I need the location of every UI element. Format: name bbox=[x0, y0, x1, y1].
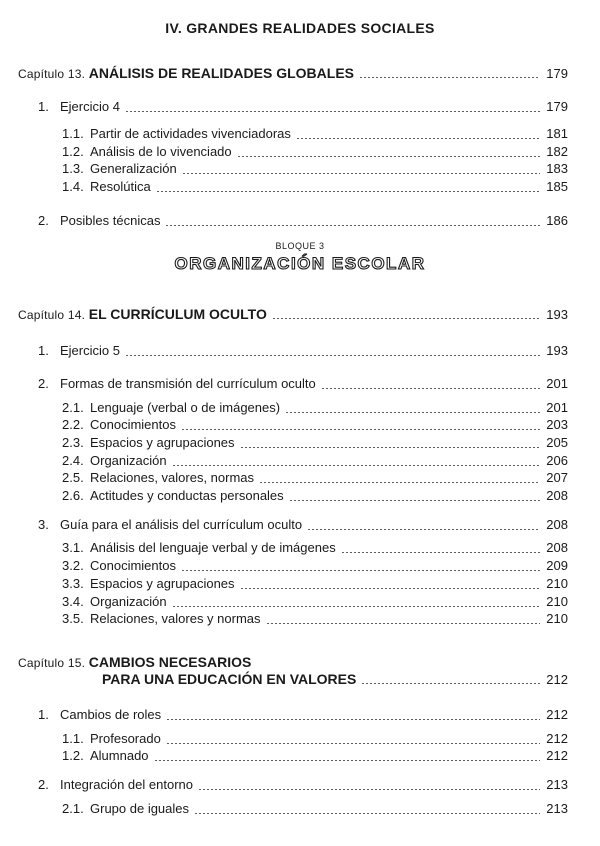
dot-leader bbox=[125, 111, 540, 112]
toc-entry[interactable] bbox=[62, 126, 568, 142]
page-number: 203 bbox=[546, 417, 568, 432]
chapter-14-entry[interactable] bbox=[18, 306, 568, 322]
toc-entry[interactable] bbox=[62, 179, 568, 195]
dot-leader bbox=[166, 743, 540, 744]
page-number: 212 bbox=[546, 707, 568, 722]
bloque-label: BLOQUE 3 bbox=[275, 241, 325, 251]
page-number: 212 bbox=[546, 731, 568, 746]
dot-leader bbox=[237, 156, 540, 157]
section-number: 3.3. bbox=[62, 576, 84, 591]
dot-leader bbox=[359, 77, 540, 78]
page-number: 210 bbox=[546, 594, 568, 609]
page-number: 179 bbox=[546, 66, 568, 81]
dot-leader bbox=[266, 623, 540, 624]
section-title: Posibles técnicas bbox=[60, 213, 161, 228]
section-number: 1.2. bbox=[62, 144, 84, 159]
chapter-title: EL CURRÍCULUM OCULTO bbox=[88, 306, 267, 322]
toc-entry[interactable] bbox=[62, 594, 568, 610]
section-number: 3.2. bbox=[62, 558, 84, 573]
dot-leader bbox=[156, 191, 540, 192]
section-number: 3.1. bbox=[62, 540, 84, 555]
page-number: 208 bbox=[546, 517, 568, 532]
dot-leader bbox=[165, 225, 540, 226]
section-number: 1.2. bbox=[62, 748, 84, 763]
dot-leader bbox=[172, 465, 540, 466]
section-title: Guía para el análisis del currículum oculto bbox=[60, 517, 303, 532]
toc-entry[interactable] bbox=[62, 731, 568, 747]
toc-entry[interactable] bbox=[62, 540, 568, 556]
dot-leader bbox=[125, 355, 540, 356]
dot-leader bbox=[154, 760, 540, 761]
page-number: 193 bbox=[546, 307, 568, 322]
section-number: 1.4. bbox=[62, 179, 84, 194]
dot-leader bbox=[361, 683, 540, 684]
section-title: Generalización bbox=[90, 161, 177, 176]
dot-leader bbox=[259, 482, 540, 483]
dot-leader bbox=[182, 173, 540, 174]
section-title: Análisis de lo vivenciado bbox=[90, 144, 232, 159]
page-number: 213 bbox=[546, 777, 568, 792]
page-number: 210 bbox=[546, 611, 568, 626]
dot-leader bbox=[240, 588, 540, 589]
chapter-title-line2: PARA UNA EDUCACIÓN EN VALORES bbox=[102, 671, 357, 687]
section-number: 1. bbox=[38, 343, 49, 358]
section-title: Alumnado bbox=[90, 748, 149, 763]
dot-leader bbox=[240, 447, 540, 448]
section-title: Organización bbox=[90, 594, 167, 609]
section-number: 2.5. bbox=[62, 470, 84, 485]
toc-entry[interactable] bbox=[62, 417, 568, 433]
page-number: 201 bbox=[546, 376, 568, 391]
page-number: 212 bbox=[546, 672, 568, 687]
toc-entry[interactable] bbox=[62, 801, 568, 817]
toc-entry[interactable] bbox=[62, 576, 568, 592]
toc-entry[interactable] bbox=[62, 470, 568, 486]
dot-leader bbox=[181, 570, 540, 571]
section-title: Relaciones, valores, normas bbox=[90, 470, 255, 485]
dot-leader bbox=[296, 138, 540, 139]
chapter-label: Capítulo 13. bbox=[18, 67, 86, 81]
toc-entry[interactable] bbox=[62, 161, 568, 177]
toc-entry[interactable] bbox=[38, 777, 568, 793]
section-title: Actitudes y conductas personales bbox=[90, 488, 284, 503]
section-number: 1.3. bbox=[62, 161, 84, 176]
section-title: Análisis del lenguaje verbal y de imágenes bbox=[90, 540, 336, 555]
section-title: Conocimientos bbox=[90, 558, 176, 573]
section-number: 2.6. bbox=[62, 488, 84, 503]
page-number: 179 bbox=[546, 99, 568, 114]
page-number: 185 bbox=[546, 179, 568, 194]
chapter-title-line1: CAMBIOS NECESARIOS bbox=[88, 654, 252, 670]
toc-entry[interactable] bbox=[38, 517, 568, 533]
bloque-title: ORGANIZACIÓN ESCOLAR bbox=[174, 254, 426, 273]
section-title: Relaciones, valores y normas bbox=[90, 611, 261, 626]
part-title: IV. GRANDES REALIDADES SOCIALES bbox=[165, 20, 435, 36]
section-number: 2.1. bbox=[62, 400, 84, 415]
dot-leader bbox=[307, 529, 540, 530]
toc-entry[interactable] bbox=[62, 144, 568, 160]
dot-leader bbox=[321, 388, 540, 389]
chapter-15-entry-line1[interactable] bbox=[18, 654, 568, 670]
dot-leader bbox=[198, 789, 540, 790]
toc-entry[interactable] bbox=[62, 748, 568, 764]
section-title: Organización bbox=[90, 453, 167, 468]
dot-leader bbox=[172, 606, 540, 607]
section-number: 2. bbox=[38, 777, 49, 792]
section-title: Partir de actividades vivenciadoras bbox=[90, 126, 291, 141]
section-number: 1.1. bbox=[62, 731, 84, 746]
section-number: 3. bbox=[38, 517, 49, 532]
page-number: 208 bbox=[546, 540, 568, 555]
toc-entry[interactable] bbox=[38, 99, 568, 115]
section-title: Integración del entorno bbox=[60, 777, 193, 792]
chapter-15-entry-line2[interactable] bbox=[102, 671, 568, 687]
dot-leader bbox=[181, 429, 540, 430]
page-number: 183 bbox=[546, 161, 568, 176]
page-number: 201 bbox=[546, 400, 568, 415]
page-number: 213 bbox=[546, 801, 568, 816]
section-title: Ejercicio 4 bbox=[60, 99, 120, 114]
section-title: Conocimientos bbox=[90, 417, 176, 432]
section-number: 2. bbox=[38, 213, 49, 228]
section-title: Ejercicio 5 bbox=[60, 343, 120, 358]
page-number: 206 bbox=[546, 453, 568, 468]
section-title: Cambios de roles bbox=[60, 707, 162, 722]
section-number: 2.4. bbox=[62, 453, 84, 468]
toc-entry[interactable] bbox=[62, 400, 568, 416]
dot-leader bbox=[289, 500, 540, 501]
dot-leader bbox=[341, 552, 540, 553]
page-number: 207 bbox=[546, 470, 568, 485]
chapter-label: Capítulo 14. bbox=[18, 308, 86, 322]
toc-entry[interactable] bbox=[62, 488, 568, 504]
page-number: 193 bbox=[546, 343, 568, 358]
section-number: 2. bbox=[38, 376, 49, 391]
dot-leader bbox=[166, 719, 540, 720]
toc-entry[interactable] bbox=[38, 376, 568, 392]
dot-leader bbox=[272, 318, 540, 319]
toc-entry[interactable] bbox=[38, 213, 568, 229]
dot-leader bbox=[194, 813, 540, 814]
section-number: 1.1. bbox=[62, 126, 84, 141]
toc-entry[interactable] bbox=[38, 707, 568, 723]
toc-entry[interactable] bbox=[62, 558, 568, 574]
section-title: Resolútica bbox=[90, 179, 151, 194]
section-number: 1. bbox=[38, 707, 49, 722]
chapter-title: ANÁLISIS DE REALIDADES GLOBALES bbox=[88, 65, 354, 81]
page-number: 209 bbox=[546, 558, 568, 573]
page-number: 181 bbox=[546, 126, 568, 141]
section-title: Espacios y agrupaciones bbox=[90, 576, 235, 591]
toc-entry[interactable] bbox=[62, 611, 568, 627]
toc-entry[interactable] bbox=[62, 453, 568, 469]
section-number: 1. bbox=[38, 99, 49, 114]
chapter-13-entry[interactable] bbox=[18, 65, 568, 81]
section-title: Profesorado bbox=[90, 731, 161, 746]
section-title: Lenguaje (verbal o de imágenes) bbox=[90, 400, 281, 415]
toc-entry[interactable] bbox=[38, 343, 568, 359]
section-title: Espacios y agrupaciones bbox=[90, 435, 235, 450]
page-number: 210 bbox=[546, 576, 568, 591]
page-number: 212 bbox=[546, 748, 568, 763]
section-title: Formas de transmisión del currículum oculto bbox=[60, 376, 316, 391]
dot-leader bbox=[285, 412, 540, 413]
page-number: 186 bbox=[546, 213, 568, 228]
toc-entry[interactable] bbox=[62, 435, 568, 451]
chapter-label: Capítulo 15. bbox=[18, 656, 86, 670]
section-number: 2.3. bbox=[62, 435, 84, 450]
page-number: 182 bbox=[546, 144, 568, 159]
page-number: 208 bbox=[546, 488, 568, 503]
page-number: 205 bbox=[546, 435, 568, 450]
section-number: 2.1. bbox=[62, 801, 84, 816]
section-number: 2.2. bbox=[62, 417, 84, 432]
section-number: 3.5. bbox=[62, 611, 84, 626]
section-number: 3.4. bbox=[62, 594, 84, 609]
section-title: Grupo de iguales bbox=[90, 801, 190, 816]
